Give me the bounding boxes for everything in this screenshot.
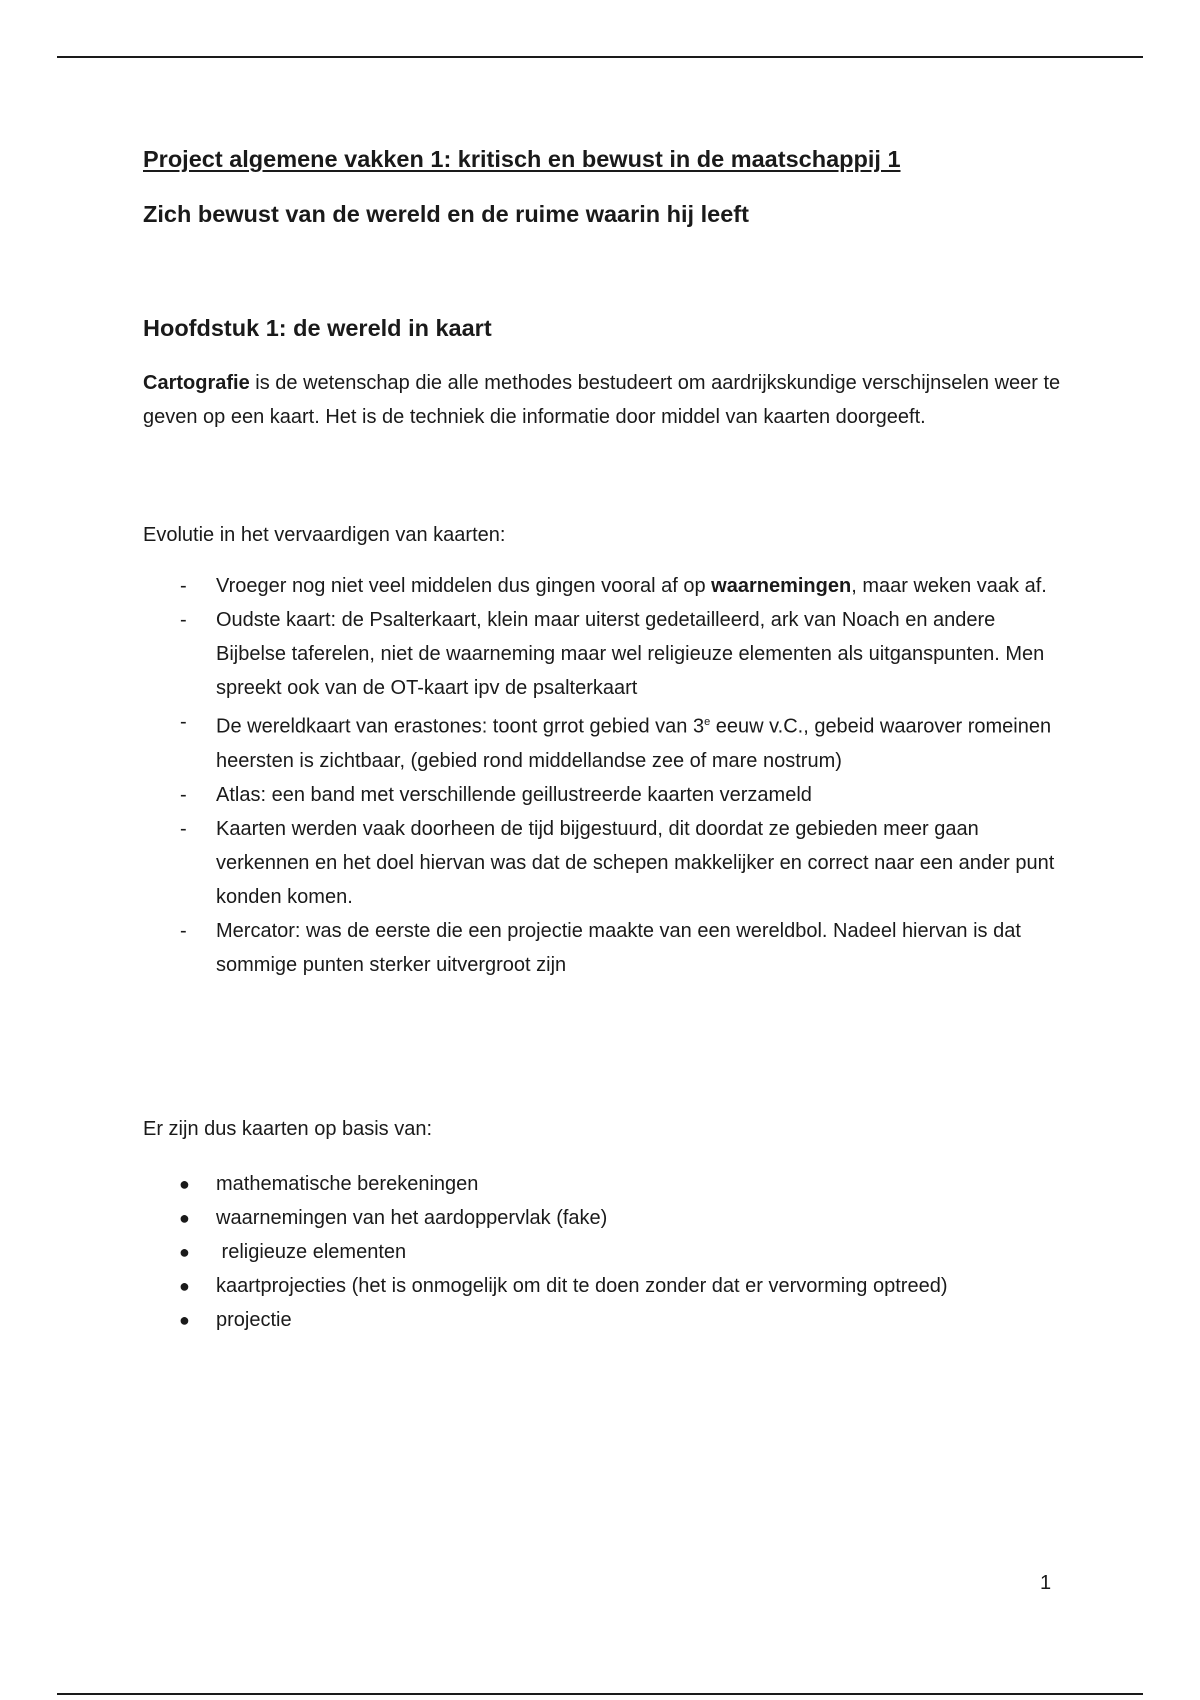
page-number: 1 <box>1040 1572 1052 1594</box>
superscript: e <box>704 716 711 728</box>
list-item-text: kaartprojecties (het is onmogelijk om dit te doen zonder dat er vervorming optreed) <box>216 1275 948 1297</box>
intro-paragraph <box>143 366 1063 434</box>
list-item <box>143 1235 1063 1269</box>
list-item-text: projectie <box>216 1309 292 1331</box>
dash-marker: - <box>180 609 187 631</box>
basis-list <box>143 1167 1063 1337</box>
dash-marker: - <box>180 919 187 942</box>
list-item-text: Oudste kaart: de Psalterkaart, klein maar uiterst gedetailleerd, ark van Noach en andere Bijbelse taferelen, niet de waarneming maar wel religieuze elementen als uitganspunten. Men spreekt ook van de OT-kaart ipv de psalterkaart <box>216 609 1045 699</box>
basis-lead: Er zijn dus kaarten op basis van: <box>143 1118 433 1140</box>
list-item-text: Atlas: een band met verschillende geillustreerde kaarten verzameld <box>216 783 812 806</box>
bottom-rule <box>57 1693 1143 1695</box>
bullet-marker: ● <box>179 1174 190 1194</box>
bullet-marker: ● <box>179 1276 190 1296</box>
list-item-text: Vroeger nog niet veel middelen dus gingen vooral af op <box>216 575 712 597</box>
list-item-text: religieuze elementen <box>216 1241 407 1263</box>
top-rule <box>57 56 1143 58</box>
list-item <box>143 778 1063 812</box>
list-item-bold: waarnemingen <box>711 575 852 597</box>
list-item <box>143 1269 1063 1303</box>
list-item <box>143 812 1063 914</box>
list-item <box>143 1303 1063 1337</box>
chapter-heading: Hoofdstuk 1: de wereld in kaart <box>143 315 492 341</box>
list-item <box>143 1201 1063 1235</box>
list-item <box>143 914 1063 982</box>
list-item-text: Mercator: was de eerste die een projectie maakte van een wereldbol. Nadeel hiervan is dat sommige punten sterker uitvergroot zijn <box>216 919 1021 976</box>
list-item <box>143 705 1063 778</box>
bullet-marker: ● <box>179 1310 190 1330</box>
dash-marker: - <box>180 817 187 840</box>
list-item-text: , maar weken vaak af. <box>851 575 1047 597</box>
evolution-lead: Evolutie in het vervaardigen van kaarten: <box>143 524 506 546</box>
dash-marker: - <box>180 783 187 806</box>
list-item-text: De wereldkaart van erastones: toont grrot gebied van 3 <box>216 715 705 738</box>
bullet-marker: ● <box>179 1242 190 1262</box>
list-item <box>143 1167 1063 1201</box>
list-item-text: waarnemingen van het aardoppervlak (fake) <box>216 1207 608 1229</box>
list-item-text: Kaarten werden vaak doorheen de tijd bijgestuurd, dit doordat ze gebieden meer gaan verkennen en het doel hiervan was dat de schepen makkelijker en correct naar een ander punt konden komen. <box>216 817 1055 908</box>
intro-text: is de wetenschap die alle methodes bestudeert om aardrijkskundige verschijnselen weer te geven op een kaart. Het is de techniek die informatie door middel van kaarten doorgeeft. <box>143 372 1061 428</box>
evolution-list <box>143 569 1063 982</box>
bullet-marker: ● <box>179 1208 190 1228</box>
list-item <box>143 569 1063 603</box>
list-item-text: mathematische berekeningen <box>216 1173 479 1195</box>
dash-marker: - <box>180 575 187 597</box>
document-title: Project algemene vakken 1: kritisch en bewust in de maatschappij 1 <box>143 146 901 172</box>
list-item <box>143 603 1063 705</box>
dash-marker: - <box>180 711 187 733</box>
list-item-text: eeuw v.C., gebeid waarover romeinen heersten is zichtbaar, (gebied rond middellandse zee of mare nostrum) <box>216 715 1052 772</box>
intro-term: Cartografie <box>143 372 250 394</box>
document-subtitle: Zich bewust van de wereld en de ruime waarin hij leeft <box>143 201 749 227</box>
